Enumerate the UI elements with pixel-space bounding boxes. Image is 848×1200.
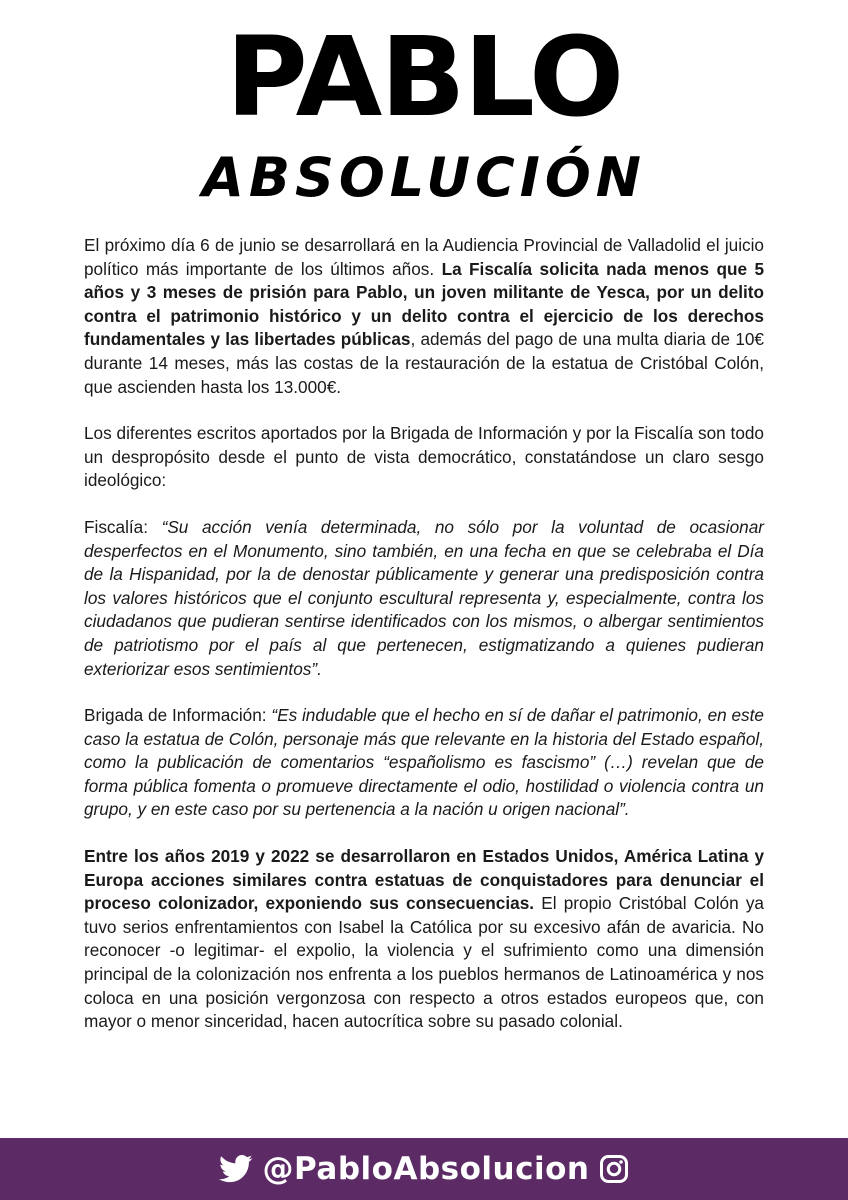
paragraph-4 [84,704,764,822]
paragraph-5-bold: Entre los años 2019 y 2022 se desarrollaron en Estados Unidos, América Latina y Europa acciones similares contra estatuas de conquistadores para denunciar el proceso colonizador, exponiendo sus consecuencias. [84,846,764,914]
paragraph-5-text: El propio Cristóbal Colón ya tuvo serios enfrentamientos con Isabel la Católica por su excesivo afán de avaricia. No reconocer -o legitimar- el expolio, la violencia y el sufrimiento como una dimensión principal de la colonización nos enfrenta a los pueblos hermanos de Latinoamérica y nos coloca en una posición vergonzosa con respecto a otros estados europeos que, con mayor o menor sinceridad, hacen autocrítica sobre su pasado colonial. [84,893,764,1032]
quote-brigada: “Es indudable que el hecho en sí de dañar el patrimonio, en este caso la estatua de Colón, personaje más que relevante en la historia del Estado español, como la publicación de comentarios “españolismo es fascismo” (…) revelan que de forma pública fomenta o promueve directamente el odio, hostilidad o violencia contra un grupo, y en este caso por su pertenencia a la nación u origen nacional”. [84,705,764,820]
paragraph-1-bold: La Fiscalía solicita nada menos que 5 años y 3 meses de prisión para Pablo, un joven militante de Yesca, por un delito contra el patrimonio histórico y un delito contra el ejercicio de los derechos fundamentales y las libertades públicas [84,258,765,350]
footer-bar [0,1138,848,1200]
page-title: PABLO [225,14,623,142]
paragraph-1-text-end: , además del pago de una multa diaria de 10€ durante 14 meses, más las costas de la restauración de la estatua de Cristóbal Colón, que ascienden hasta los 13.000€. [84,329,764,397]
twitter-icon[interactable] [219,1154,253,1184]
paragraph-5 [84,845,764,1034]
instagram-icon[interactable] [599,1154,629,1184]
paragraph-3 [84,516,764,681]
page-subtitle: ABSOLUCIÓN [202,146,646,209]
paragraph-2: Los diferentes escritos aportados por la Brigada de Información y por la Fiscalía son todo un despropósito desde el punto de vista democrático, constatándose un claro sesgo ideológico: [84,423,764,491]
quote-label-brigada: Brigada de Información: [84,705,272,726]
social-handle[interactable]: @PabloAbsolucion [262,1151,590,1187]
article-body [84,234,764,1057]
paragraph-1 [84,234,764,399]
paragraph-1-text: El próximo día 6 de junio se desarrollará en la Audiencia Provincial de Valladolid el juicio político más importante de los últimos años. [84,235,764,279]
quote-label-fiscalia: Fiscalía: [84,516,162,537]
quote-fiscalia: “Su acción venía determinada, no sólo por la voluntad de ocasionar desperfectos en el Monumento, sino también, en una fecha en que se celebraba el Día de la Hispanidad, por la de denostar públicamente y generar una predisposición contra los valores históricos que el conjunto escultural representa y, especialmente, contra los ciudadanos que pudieran sentirse identificados con los mismos, o albergar sentimientos de patriotismo por el país al que pertenecen, estigmatizando a quienes pudieran exteriorizar esos sentimientos”. [84,516,764,679]
